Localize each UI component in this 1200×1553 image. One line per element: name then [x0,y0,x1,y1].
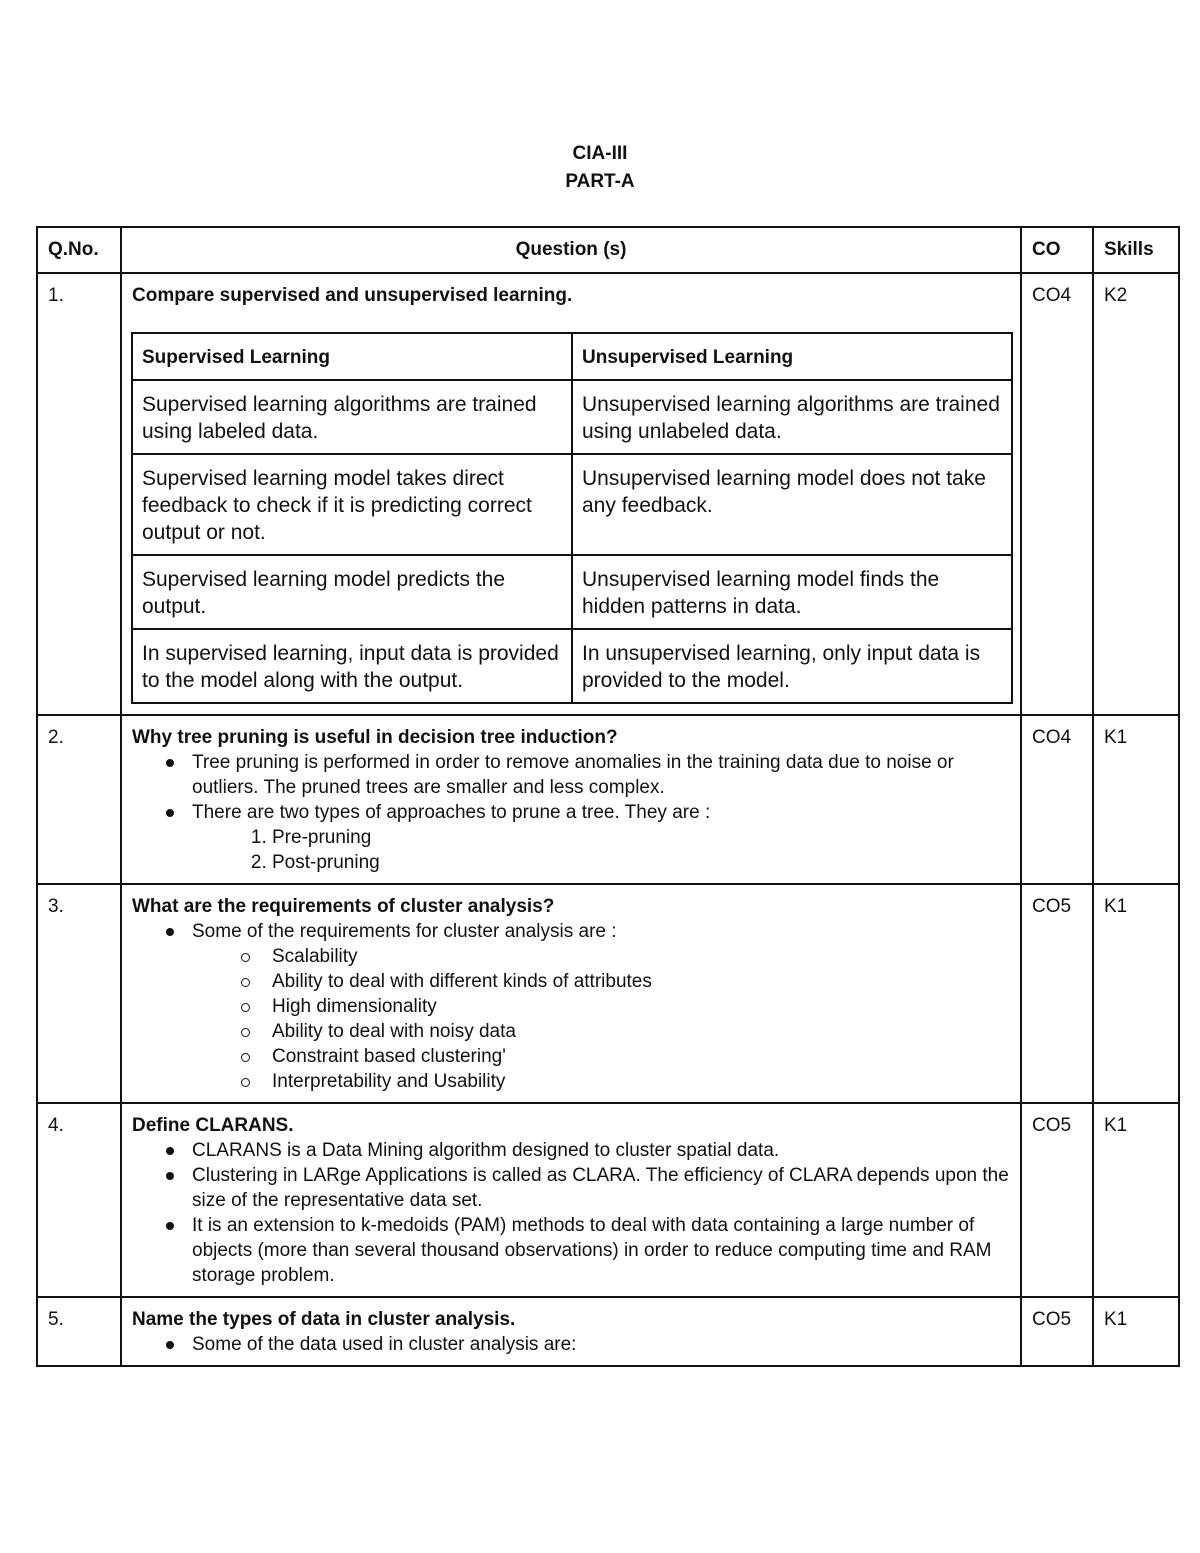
comparison-row [132,555,1012,629]
comparison-header-unsupervised: Unsupervised Learning [572,333,1012,380]
header-row [37,227,1179,273]
list-item: High dimensionality [272,994,1010,1019]
answer-list [132,1332,1010,1357]
list-item: Ability to deal with noisy data [272,1019,1010,1044]
answer-list [132,750,1010,825]
comparison-row [132,380,1012,454]
list-item: There are two types of approaches to prune a tree. They are : [192,800,1010,825]
answer-list [132,919,1010,944]
question-cell [121,884,1021,1103]
row-number: 1. [37,273,121,715]
doc-title: CIA-III [572,143,628,164]
circle-sublist [132,944,1010,1094]
list-item: Scalability [272,944,1010,969]
comparison-cell: Unsupervised learning model does not take any feedback. [572,454,1012,555]
co-cell: CO5 [1021,884,1093,1103]
co-cell: CO4 [1021,273,1093,715]
comparison-row [132,629,1012,703]
header-question: Question (s) [121,227,1021,273]
row-number: 2. [37,715,121,884]
list-item: Ability to deal with different kinds of attributes [272,969,1010,994]
list-item: Clustering in LARge Applications is called as CLARA. The efficiency of CLARA depends upon the size of the representative data set. [192,1165,1009,1211]
row-number: 3. [37,884,121,1103]
answer-list [132,1138,1010,1288]
co-cell: CO5 [1021,1103,1093,1297]
header-qno: Q.No. [37,227,121,273]
comparison-cell: In unsupervised learning, only input data is provided to the model. [572,629,1012,703]
row-number: 4. [37,1103,121,1297]
comparison-header-row [132,333,1012,380]
list-item: Constraint based clustering' [272,1044,1010,1069]
question-cell [121,273,1021,715]
table-row [37,715,1179,884]
question-text: Compare supervised and unsupervised learning. [132,285,573,306]
list-item: 1. Pre-pruning [272,825,1010,850]
question-text: What are the requirements of cluster analysis? [132,896,555,917]
list-item: Some of the data used in cluster analysis are: [192,1332,1010,1357]
comparison-row [132,454,1012,555]
list-item: It is an extension to k-medoids (PAM) methods to deal with data containing a large number of objects (more than several thousand observations) in order to reduce computing time and RAM storage problem. [192,1213,1010,1288]
question-text: Name the types of data in cluster analysis. [132,1309,516,1330]
numbered-sublist [132,825,1010,875]
skill-cell: K1 [1093,1297,1179,1366]
list-item: 2. Post-pruning [272,850,1010,875]
list-item: Tree pruning is performed in order to remove anomalies in the training data due to noise or outliers. The pruned trees are smaller and less complex. [192,750,1010,800]
skill-cell: K1 [1093,1103,1179,1297]
co-cell: CO5 [1021,1297,1093,1366]
comparison-cell: In supervised learning, input data is provided to the model along with the output. [132,629,572,703]
table-row [37,273,1179,715]
skill-cell: K2 [1093,273,1179,715]
skill-cell: K1 [1093,884,1179,1103]
question-text: Define CLARANS. [132,1115,294,1136]
co-cell: CO4 [1021,715,1093,884]
skill-cell: K1 [1093,715,1179,884]
comparison-header-supervised: Supervised Learning [132,333,572,380]
question-cell [121,1103,1021,1297]
table-row [37,1103,1179,1297]
question-table [36,226,1180,1367]
question-text: Why tree pruning is useful in decision tree induction? [132,727,618,748]
header-co: CO [1021,227,1093,273]
comparison-table [131,332,1013,704]
table-row [37,1297,1179,1366]
comparison-cell: Supervised learning model predicts the output. [132,555,572,629]
list-item: CLARANS is a Data Mining algorithm designed to cluster spatial data. [192,1138,1010,1163]
list-item: Some of the requirements for cluster analysis are : [192,919,1010,944]
comparison-cell: Supervised learning model takes direct feedback to check if it is predicting correct output or not. [132,454,572,555]
list-item: Interpretability and Usability [272,1069,1010,1094]
comparison-cell: Supervised learning algorithms are trained using labeled data. [132,380,572,454]
comparison-cell: Unsupervised learning model finds the hidden patterns in data. [572,555,1012,629]
question-cell [121,715,1021,884]
header-skills: Skills [1093,227,1179,273]
question-cell [121,1297,1021,1366]
row-number: 5. [37,1297,121,1366]
table-row [37,884,1179,1103]
doc-subtitle: PART-A [565,171,635,192]
comparison-cell: Unsupervised learning algorithms are trained using unlabeled data. [572,380,1012,454]
